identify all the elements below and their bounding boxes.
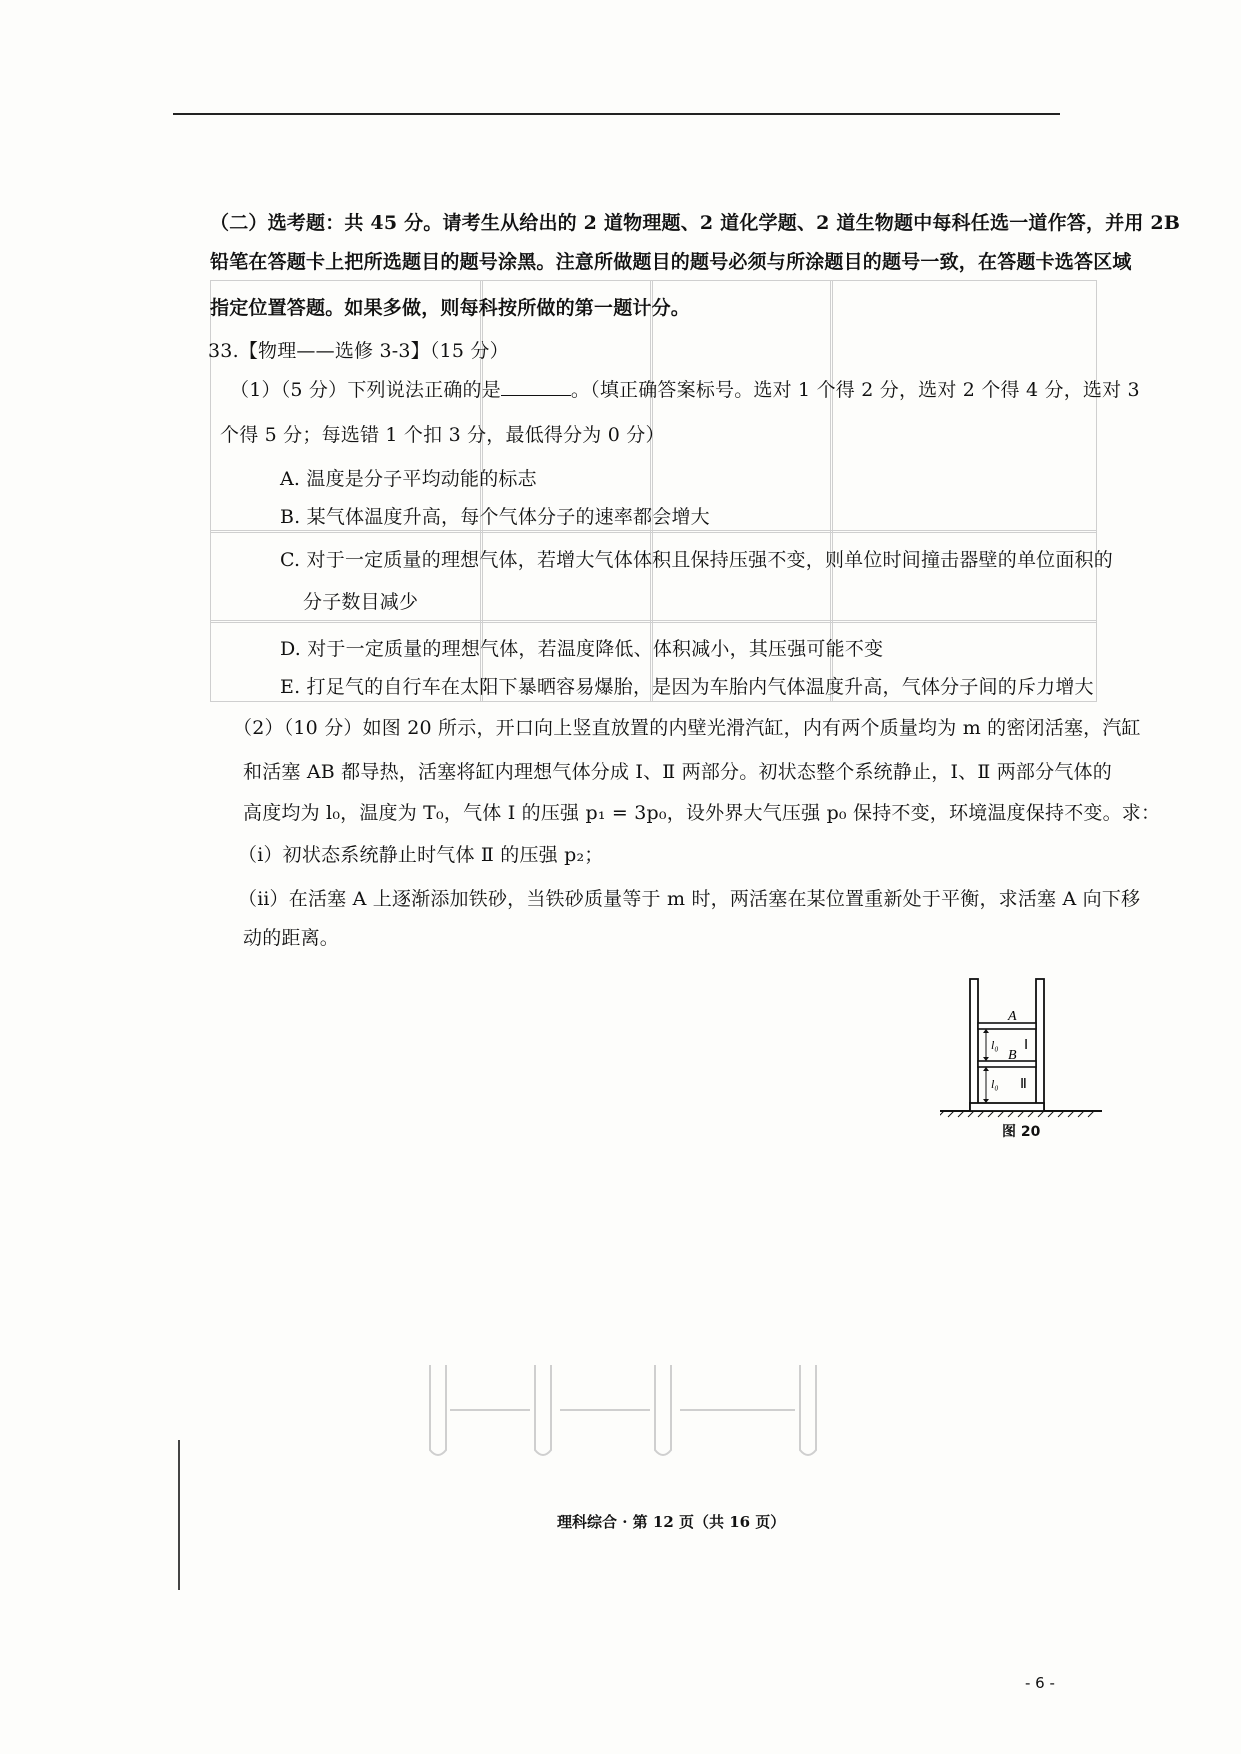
answer-blank — [501, 377, 571, 396]
label-gas-i: Ⅰ — [1024, 1038, 1029, 1053]
part1-scoring: 个得 5 分；每选错 1 个扣 3 分，最低得分为 0 分） — [220, 424, 665, 446]
part1-prompt — [230, 377, 1140, 402]
option-a: A. 温度是分子平均动能的标志 — [280, 468, 537, 490]
page-footer: 理科综合 · 第 12 页（共 16 页） — [557, 1513, 786, 1531]
option-d: D. 对于一定质量的理想气体，若温度降低、体积减小，其压强可能不变 — [280, 638, 884, 660]
sub-question-ii-line-2: 动的距离。 — [243, 927, 340, 949]
question-title: 33.【物理——选修 3-3】（15 分） — [208, 340, 509, 362]
cylinder-right-wall — [1036, 979, 1044, 1111]
figure-cylinder-diagram — [940, 975, 1125, 1140]
figure-caption: 图 20 — [1002, 1124, 1041, 1140]
cylinder-left-wall — [970, 979, 978, 1111]
sub-question-ii-line-1: （ⅱ）在活塞 A 上逐渐添加铁砂，当铁砂质量等于 m 时，两活塞在某位置重新处于平衡，求活塞 A 向下移 — [238, 888, 1141, 910]
bleed-through-row — [210, 530, 1097, 533]
page-number: - 6 - — [1025, 1674, 1055, 1692]
part2-line-2: 和活塞 AB 都导热，活塞将缸内理想气体分成 Ⅰ、Ⅱ 两部分。初状态整个系统静止，Ⅰ、Ⅱ 两部分气体的 — [243, 761, 1112, 783]
section-intro-line-1: （二）选考题：共 45 分。请考生从给出的 2 道物理题、2 道化学题、2 道生物题中每科任选一道作答，并用 2B — [210, 212, 1181, 234]
option-e: E. 打足气的自行车在太阳下暴晒容易爆胎，是因为车胎内气体温度升高，气体分子间的斥力增大 — [280, 676, 1094, 698]
label-piston-a: A — [1008, 1009, 1017, 1024]
section-intro-line-3: 指定位置答题。如果多做，则每科按所做的第一题计分。 — [210, 297, 691, 319]
top-rule — [173, 113, 1060, 115]
part2-line-1: （2）（10 分）如图 20 所示，开口向上竖直放置的内壁光滑汽缸，内有两个质量均为 m 的密闭活塞，汽缸 — [233, 717, 1141, 739]
option-b: B. 某气体温度升高，每个气体分子的速率都会增大 — [280, 506, 710, 528]
piston-a — [978, 1023, 1036, 1029]
part2-line-3: 高度均为 l₀，温度为 T₀，气体 Ⅰ 的压强 p₁ = 3p₀，设外界大气压强 p₀ 保持不变，环境温度保持不变。求： — [243, 802, 1161, 824]
label-l0-bottom: l₀ — [991, 1077, 999, 1091]
label-piston-b: B — [1008, 1048, 1017, 1063]
scan-edge-mark — [178, 1440, 180, 1590]
bleed-through-row — [210, 620, 1097, 623]
bleed-through-tubes — [420, 1360, 840, 1470]
cylinder-bottom — [970, 1103, 1044, 1111]
option-c-line-1: C. 对于一定质量的理想气体，若增大气体体积且保持压强不变，则单位时间撞击器壁的单位面积的 — [280, 549, 1113, 571]
label-l0-top: l₀ — [991, 1038, 999, 1052]
option-c-line-2: 分子数目减少 — [303, 591, 419, 613]
part1-prompt-end: 。（填正确答案标号。选对 1 个得 2 分，选对 2 个得 4 分，选对 3 — [570, 379, 1140, 401]
section-intro-line-2: 铅笔在答题卡上把所选题目的题号涂黑。注意所做题目的题号必须与所涂题目的题号一致，在答题卡选答区域 — [210, 251, 1132, 273]
sub-question-i: （ⅰ）初状态系统静止时气体 Ⅱ 的压强 p₂； — [238, 844, 604, 866]
piston-b — [978, 1061, 1036, 1067]
part1-prompt-start: （1）（5 分）下列说法正确的是 — [230, 379, 501, 401]
label-gas-ii: Ⅱ — [1020, 1077, 1027, 1092]
